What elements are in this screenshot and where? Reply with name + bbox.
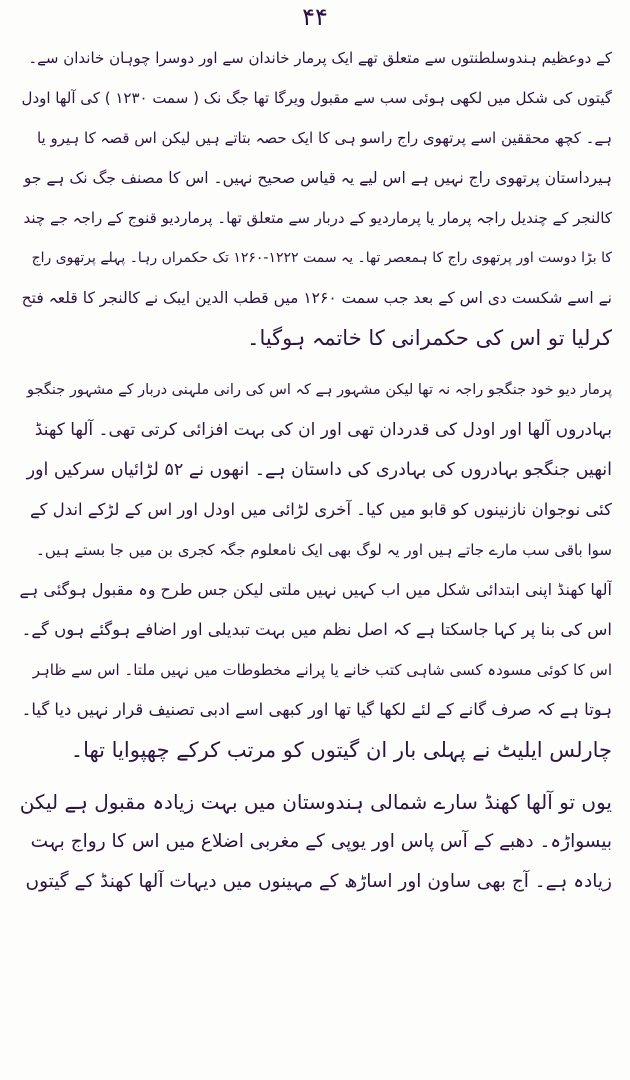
- paragraph-3: [20, 782, 612, 902]
- text-line: نے اسے شکست دی اس کے بعد جب سمت ۱۲۶۰ میں قطب الدین ایبک نے کالنجر کا قلعہ فتح: [21, 289, 612, 307]
- paragraph-gap: [20, 358, 612, 370]
- text-line: اس کا کوئی مسودہ کسی شاہی کتب خانے یا پرانے مخطوطات میں نہیں ملتا۔ اس سے ظاہر: [32, 661, 612, 679]
- page-number: ۴۴: [302, 3, 328, 31]
- text-line: آلھا کھنڈ اپنی ابتدائی شکل میں اب کہیں نہیں ملتی لیکن جس طرح وہ مقبول ہوگئی ہے: [20, 580, 612, 599]
- paragraph-2: [20, 370, 612, 770]
- text-line: انھیں جنگجو بہادروں کی بہادری کی داستان ہے۔ انھوں نے ۵۲ لڑائیاں سرکیں اور: [26, 460, 612, 480]
- paragraph-gap: [20, 770, 612, 782]
- paragraph-1: [20, 38, 612, 358]
- text-line: کے دوعظیم ہندوسلطنتوں سے متعلق تھے ایک پرمار خاندان سے اور دوسرا چوہان خاندان سے۔: [28, 49, 612, 67]
- text-line: کالنجر کے چندیل راجہ پرمار یا پرماردیو کے دربار سے متعلق تھا۔ پرماردیو قنوج کے راجہ جے چند: [23, 209, 612, 227]
- text-line: زیادہ ہے۔ آج بھی ساون اور اساڑھ کے مہینوں میں دیہات آلھا کھنڈ کے گیتوں: [25, 871, 612, 892]
- text-line: پرمار دیو خود جنگجو راجہ نہ تھا لیکن مشہور ہے کہ اس کی رانی ملہنی دربار کے مشہور جنگجو: [27, 382, 612, 398]
- text-line: یوں تو آلھا کھنڈ سارے شمالی ہندوستان میں بہت زیادہ مقبول ہے لیکن: [20, 790, 612, 814]
- text-line: ہے۔ کچھ محققین اسے پرتھوی راج راسو ہی کا ایک حصہ بتاتے ہیں لیکن اس قصہ کا ہیرو یا: [36, 129, 612, 147]
- text-line: بیسواڑہ۔ دھبے کے آس پاس اور یوپی کے مغربی اضلاع میں اس کا رواج بہت: [30, 831, 612, 852]
- text-line: ہوتا ہے کہ صرف گانے کے لئے لکھا گیا تھا اور کبھی اسے ادبی تصنیف قرار نہیں دیا گیا۔: [21, 700, 612, 719]
- text-line: کرلیا تو اس کی حکمرانی کا خاتمہ ہوگیا۔: [247, 326, 612, 350]
- text-line: کا بڑا دوست اور پرتھوی راج کا ہمعصر تھا۔ یہ سمت ۱۲۲۲-۱۲۶۰ تک حکمراں رہا۔ پہلے پرتھوی راج: [31, 250, 612, 266]
- text-line: بہادروں آلھا اور اودل کی قدردان تھی اور ان کی بہت افزائی کرتی تھی۔ آلھا کھنڈ: [34, 420, 612, 440]
- text-line: چارلس ایلیٹ نے پہلی بار ان گیتوں کو مرتب کرکے چھپوایا تھا۔: [70, 738, 612, 762]
- text-line: کئی نوجوان نازنینوں کو قابو میں کیا۔ آخری لڑائی میں اودل اور اس کے لڑکے اندل کے: [29, 500, 612, 519]
- manuscript-text: [20, 38, 612, 902]
- text-line: اس کی بنا پر کہا جاسکتا ہے کہ اصل نظم میں بہت تبدیلی اور اضافے ہوگئے ہوں گے۔: [21, 620, 612, 639]
- text-line: گیتوں کی شکل میں لکھی ہوئی سب سے مقبول ویرگا تھا جگ نک ( سمت ۱۲۳۰ ) کی آلھا اودل: [21, 89, 612, 107]
- text-line: ہیرداستان پرتھوی راج نہیں ہے اس لیے یہ قیاس صحیح نہیں۔ اس کا مصنف جگ نک ہے جو: [23, 169, 612, 187]
- text-line: سوا باقی سب مارے جاتے ہیں اور یہ لوگ بھی ایک نامعلوم جگہ کجری بن میں جا بستے ہیں۔: [36, 541, 612, 559]
